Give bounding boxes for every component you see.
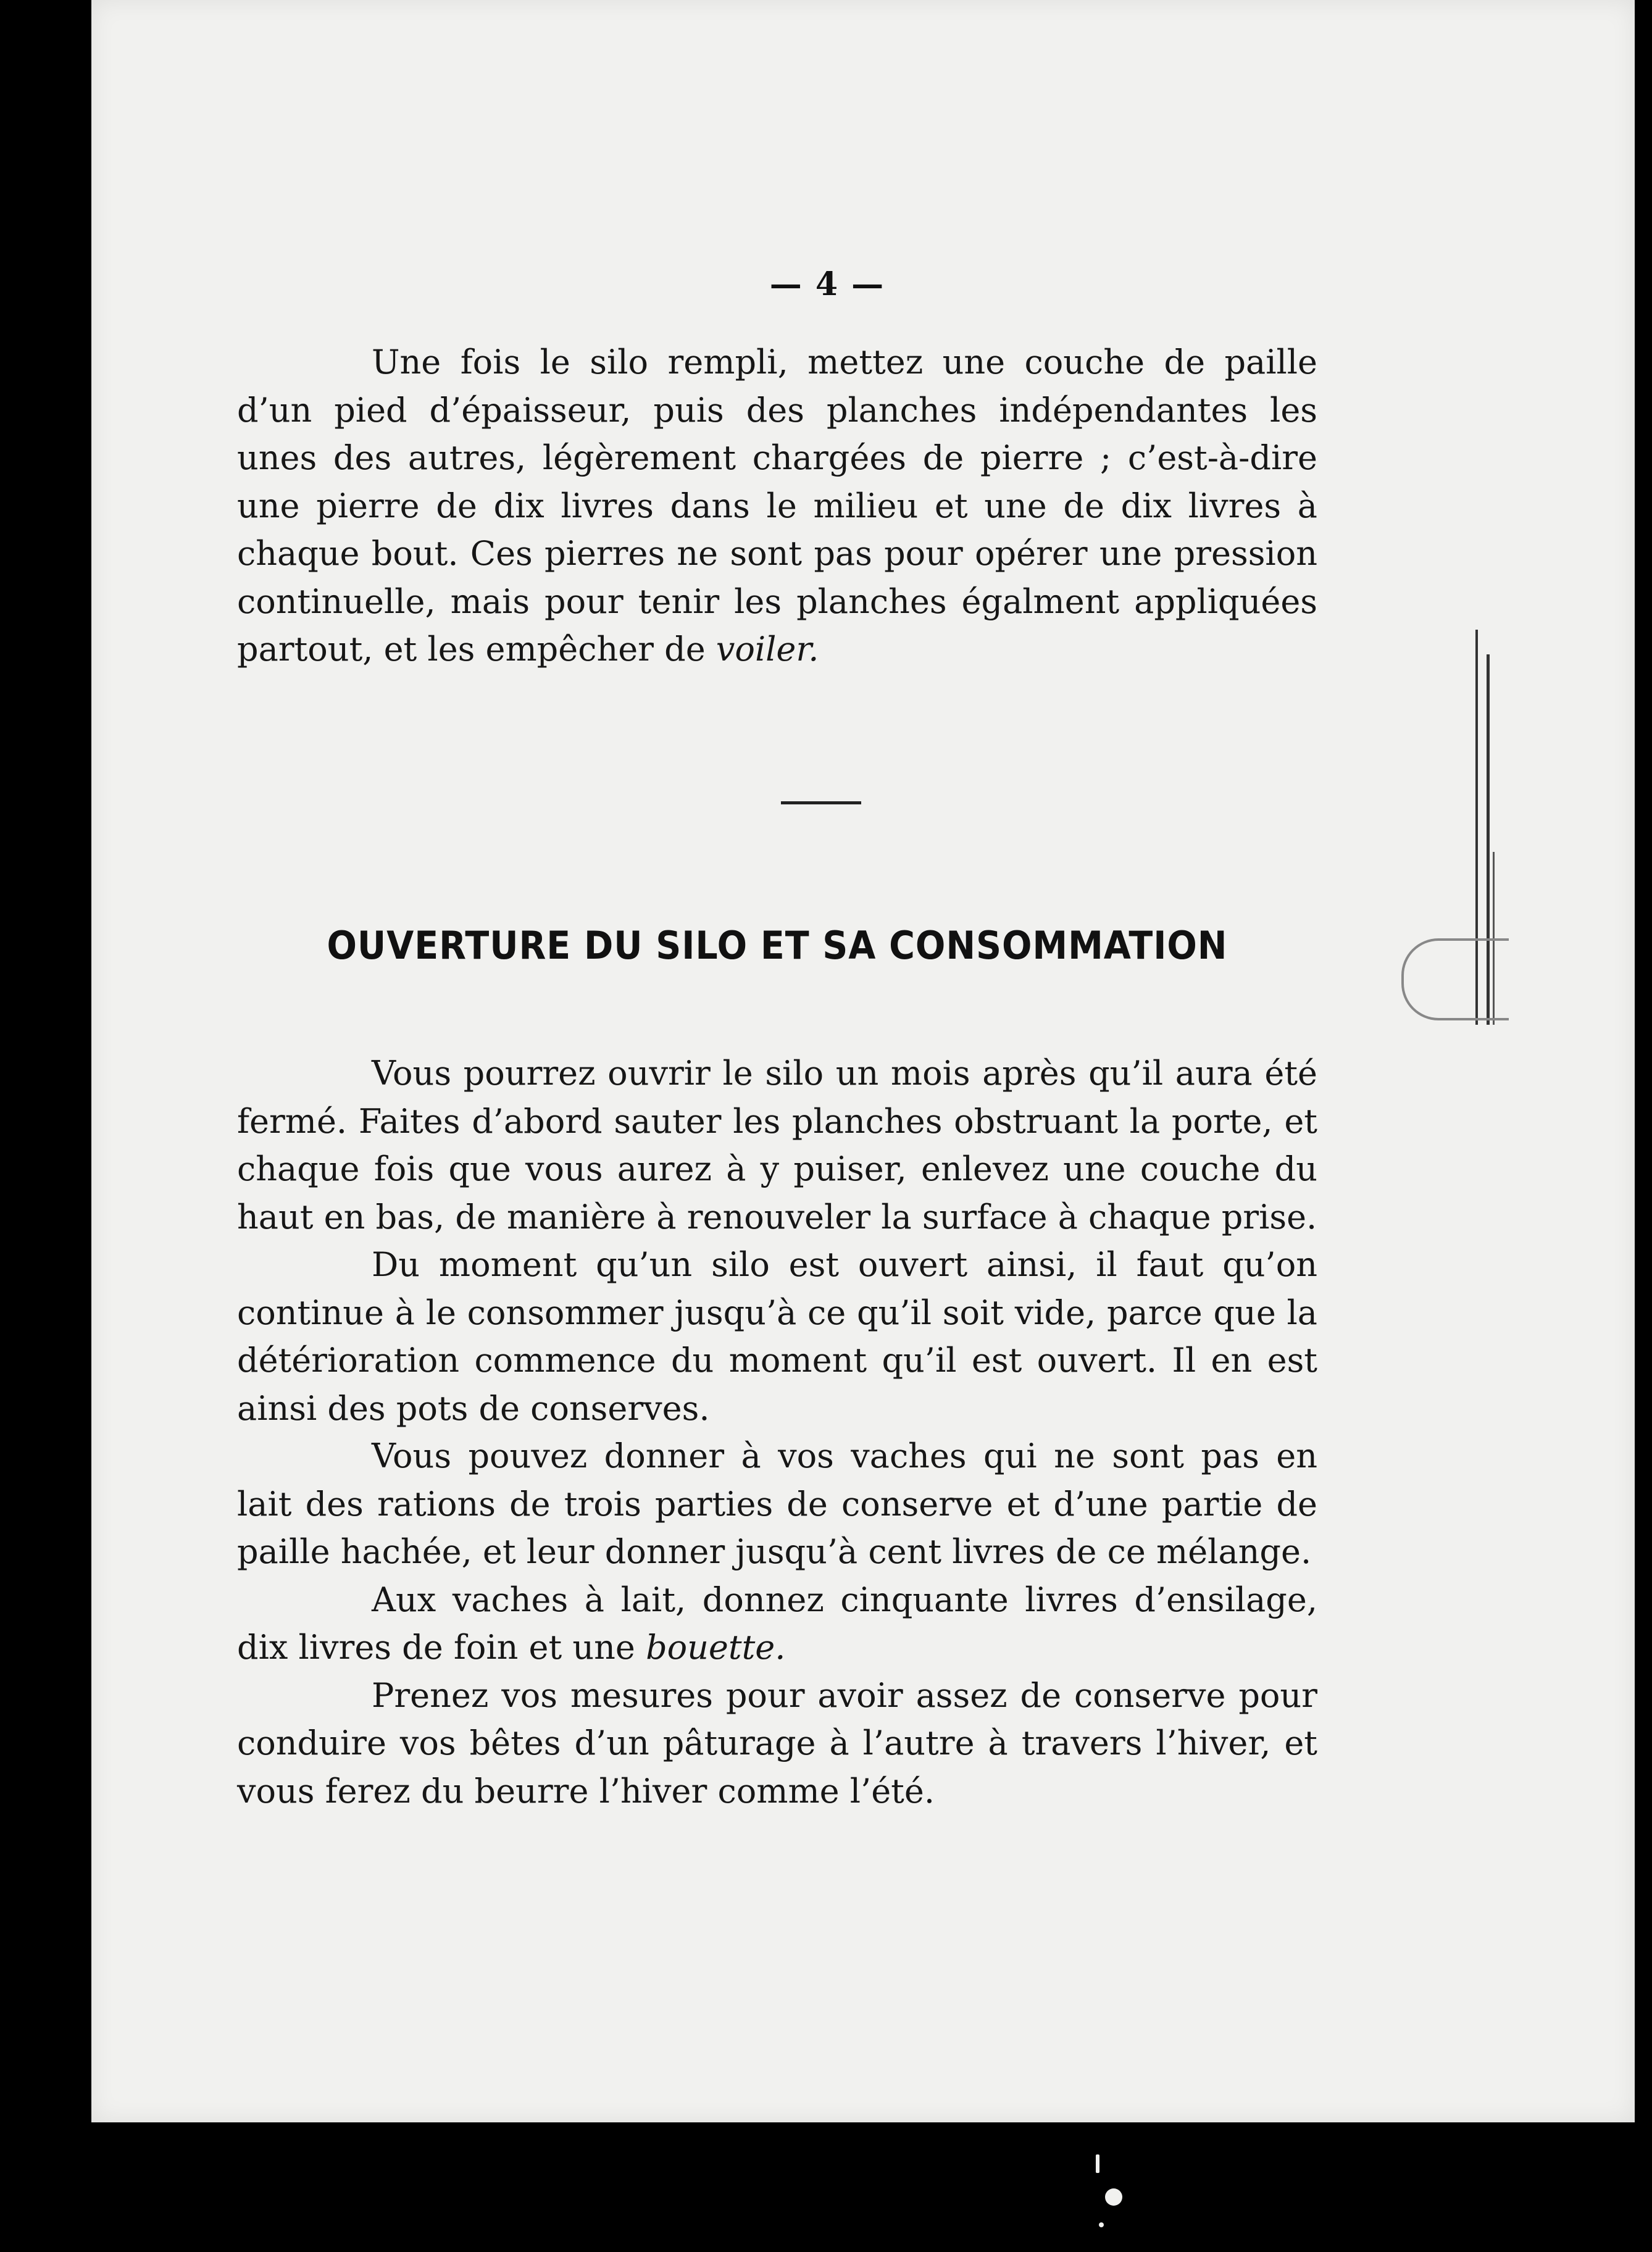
section-heading: OUVERTURE DU SILO ET SA CONSOMMATION <box>327 923 1228 968</box>
scan-artifact-right <box>1383 630 1531 1025</box>
page-number: — 4 — <box>769 265 885 303</box>
opening-paragraph <box>237 338 1317 674</box>
section-body <box>237 1049 1317 1815</box>
paragraph-dry-cows: Vous pouvez donner à vos vaches qui ne sont pas en lait des rations de trois parties de conserve et d’une partie de paille hachée, et leur donner jusqu’à cent livres de ce mélange. <box>237 1437 1317 1571</box>
scan-artifact-bottom <box>1096 2154 1133 2241</box>
paragraph-text: Une fois le silo rempli, mettez une couche de paille d’un pied d’épaisseur, puis des planches indépendantes les unes des autres, légèrement chargées de pierre ; c’est-à-dire une pierre de dix livres dans le milieu et une de dix livres à chaque bout. Ces pierres ne sont pas pour opérer une pression continuelle, mais pour tenir les planches égalment appliquées partout, et les empêcher de <box>237 343 1317 669</box>
paragraph-opening-silo: Vous pourrez ouvrir le silo un mois après qu’il aura été fermé. Faites d’abord sauter les planches obstruant la porte, et chaque fois que vous aurez à y puiser, enlevez une couche du haut en bas, de manière à renouveler la surface à chaque prise. <box>237 1054 1317 1237</box>
paragraph-text: Aux vaches à lait, donnez cinquante livres d’ensilage, dix livres de foin et une <box>237 1580 1317 1667</box>
paragraph-filling-silo <box>237 338 1317 674</box>
paragraph-winter: Prenez vos mesures pour avoir assez de conserve pour conduire vos bêtes d’un pâturage à l’autre à travers l’hiver, et vous ferez du beurre l’hiver comme l’été. <box>237 1675 1317 1811</box>
section-divider <box>781 801 861 804</box>
italic-word: bouette. <box>646 1628 786 1667</box>
paragraph-consumption: Du moment qu’un silo est ouvert ainsi, il faut qu’on continue à le consommer jusqu’à ce qu’il soit vide, parce que la détérioration commence du moment qu’il est ouvert. Il en est ainsi des pots de conserves. <box>237 1245 1317 1428</box>
scan-artifact-left <box>0 157 15 256</box>
paragraph-milk-cows <box>237 1576 1317 1672</box>
italic-word: voiler. <box>715 630 819 669</box>
